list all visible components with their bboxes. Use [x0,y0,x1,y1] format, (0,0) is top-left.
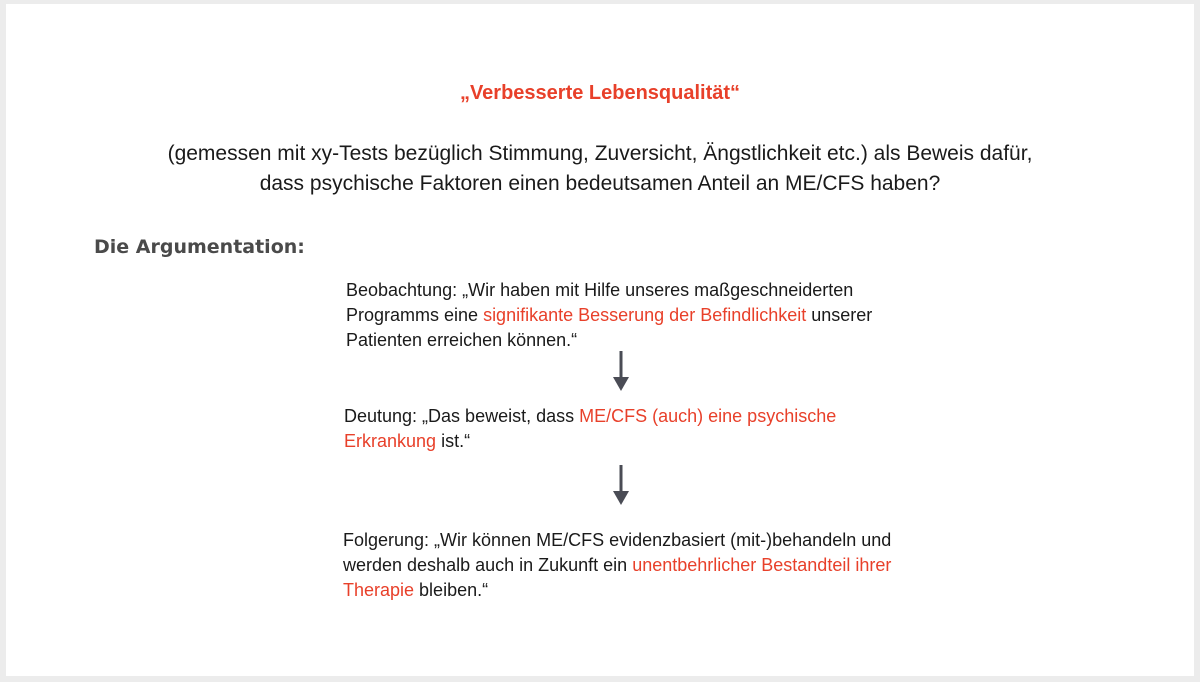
beobachtung-line-1: Beobachtung: „Wir haben mit Hilfe unseres maßgeschneiderten [346,280,854,300]
beobachtung-line-2-pre: Programms eine [346,305,484,325]
step-folgerung [343,528,891,603]
headline: „Verbesserte Lebensqualität“ [459,82,741,104]
folgerung-highlight-2: Therapie [343,580,415,600]
folgerung-line-3 [343,578,891,603]
deutung-highlight-1: ME/CFS (auch) eine psychische [579,406,837,426]
folgerung-line-3-post: bleiben.“ [414,580,489,600]
folgerung-line-1: Folgerung: „Wir können ME/CFS evidenzbasiert (mit-)behandeln und [343,530,892,550]
folgerung-line-2 [343,553,891,578]
slide [6,4,1194,676]
beobachtung-line-2 [346,303,872,328]
deutung-line-1-pre: Deutung: „Das beweist, dass [344,406,580,426]
step-beobachtung [346,278,872,353]
beobachtung-line-3: Patienten erreichen können.“ [346,330,578,350]
deutung-line-2 [344,429,836,454]
question-line-2: dass psychische Faktoren einen bedeutsamen Anteil an ME/CFS haben? [259,172,941,195]
question-text [6,139,1194,199]
beobachtung-highlight: signifikante Besserung der Befindlichkeit [483,305,807,325]
section-heading: Die Argumentation: [94,236,305,258]
question-line-1: (gemessen mit xy-Tests bezüglich Stimmung, Zuversicht, Ängstlichkeit etc.) als Beweis dafür, [167,142,1033,165]
arrow-down-icon [611,351,631,393]
deutung-line-1 [344,404,836,429]
arrow-down-icon [611,465,631,507]
folgerung-highlight-1: unentbehrlicher Bestandteil ihrer [632,555,892,575]
deutung-line-2-post: ist.“ [436,431,471,451]
beobachtung-line-2-post: unserer [806,305,873,325]
deutung-highlight-2: Erkrankung [344,431,437,451]
folgerung-line-2-pre: werden deshalb auch in Zukunft ein [343,555,633,575]
step-deutung [344,404,836,454]
